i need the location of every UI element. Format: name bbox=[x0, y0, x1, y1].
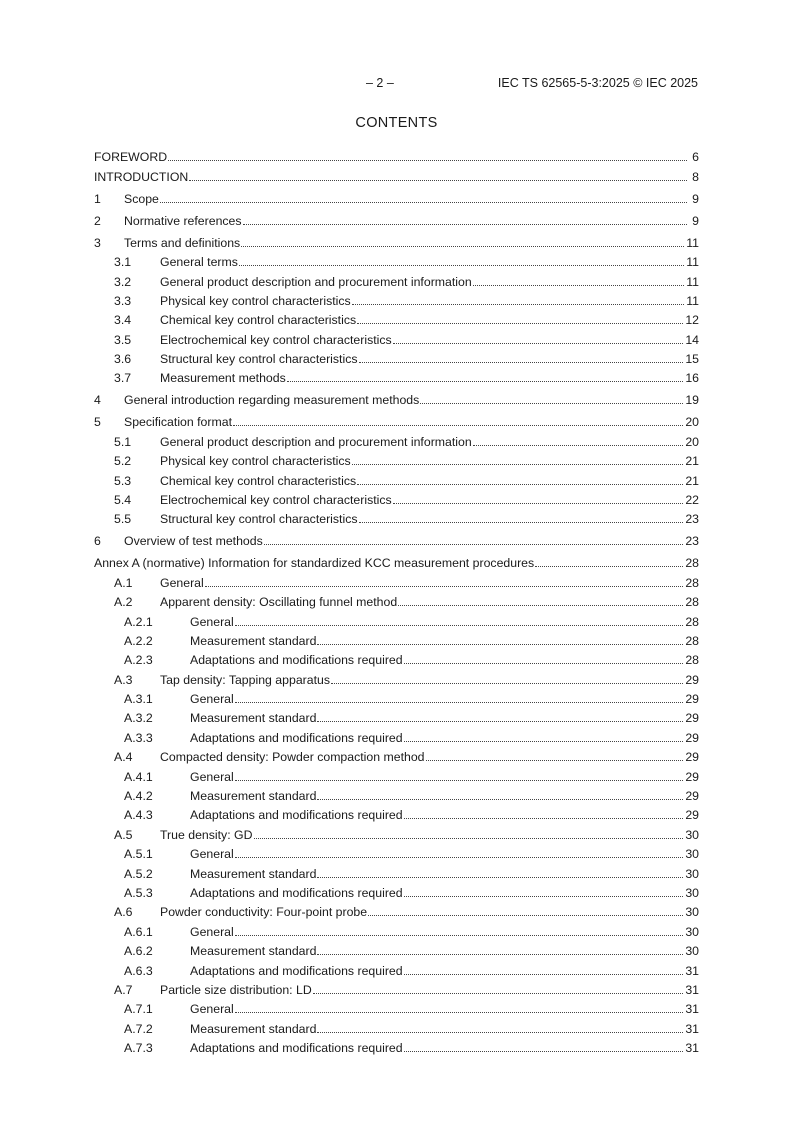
toc-entry[interactable] bbox=[94, 939, 699, 958]
toc-entry[interactable] bbox=[94, 269, 699, 288]
toc-entry-page: 28 bbox=[685, 556, 699, 571]
toc-entry[interactable] bbox=[94, 881, 699, 900]
toc-entry-title: Adaptations and modifications required bbox=[190, 653, 403, 668]
toc-entry-number: A.6.2 bbox=[124, 944, 153, 959]
toc-entry-title: Adaptations and modifications required bbox=[190, 886, 403, 900]
toc-entry[interactable] bbox=[94, 648, 699, 667]
toc-entry-title: Chemical key control characteristics bbox=[160, 313, 357, 328]
toc-entry-page: 28 bbox=[685, 633, 699, 648]
dot-leader bbox=[420, 403, 683, 404]
toc-entry[interactable] bbox=[94, 468, 699, 487]
toc-entry-title: General bbox=[190, 769, 234, 784]
dot-leader bbox=[404, 663, 684, 664]
toc-entry-page: 28 bbox=[685, 614, 699, 629]
toc-entry-page: 11 bbox=[686, 274, 699, 289]
toc-entry-page: 30 bbox=[685, 886, 699, 900]
toc-entry-page: 21 bbox=[685, 454, 699, 469]
toc-entry-title: Measurement standard bbox=[190, 633, 317, 648]
dot-leader bbox=[264, 544, 684, 545]
dot-leader bbox=[357, 323, 683, 324]
dot-leader bbox=[473, 445, 684, 446]
toc-entry-title: Electrochemical key control characteristics bbox=[160, 332, 392, 347]
toc-entry-page: 23 bbox=[685, 534, 699, 549]
dot-leader bbox=[357, 484, 683, 485]
dot-leader bbox=[398, 605, 683, 606]
toc-entry-title: Overview of test methods bbox=[124, 534, 263, 549]
dot-leader bbox=[404, 1051, 684, 1052]
toc-entry-title: General terms bbox=[160, 255, 238, 270]
toc-entry-number: 3.2 bbox=[114, 274, 132, 289]
toc-entry-page: 14 bbox=[685, 332, 699, 347]
toc-entry-title: Specification format bbox=[124, 415, 232, 430]
dot-leader bbox=[205, 586, 684, 587]
toc-entry-number: A.3.1 bbox=[124, 692, 153, 707]
toc-entry-page: 31 bbox=[685, 982, 699, 997]
toc-entry-number: A.5 bbox=[114, 827, 133, 842]
toc-entry-title: INTRODUCTION bbox=[94, 169, 189, 184]
toc-entry[interactable] bbox=[94, 250, 699, 269]
toc-entry-number: A.2.3 bbox=[124, 653, 153, 668]
toc-entry-number: A.7 bbox=[114, 982, 133, 997]
toc-entry[interactable] bbox=[94, 803, 699, 822]
dot-leader bbox=[331, 683, 683, 684]
toc-entry-page: 23 bbox=[685, 512, 699, 527]
toc-entry-page: 20 bbox=[685, 434, 699, 449]
toc-entry-title: Measurement standard bbox=[190, 789, 317, 804]
toc-entry-title: Physical key control characteristics bbox=[160, 293, 351, 308]
toc-entry-title: Adaptations and modifications required bbox=[190, 808, 403, 823]
dot-leader bbox=[535, 566, 683, 567]
toc-entry[interactable] bbox=[94, 764, 699, 783]
toc-entry-title: Tap density: Tapping apparatus bbox=[160, 672, 331, 687]
dot-leader bbox=[168, 160, 687, 161]
toc-entry-page: 30 bbox=[685, 827, 699, 842]
dot-leader bbox=[233, 425, 683, 426]
toc-entry[interactable] bbox=[94, 958, 699, 977]
toc-entry-number: A.5.1 bbox=[124, 847, 153, 862]
toc-entry[interactable] bbox=[94, 725, 699, 744]
toc-entry-number: 1 bbox=[94, 191, 101, 206]
dot-leader bbox=[235, 1012, 684, 1013]
toc-entry[interactable] bbox=[94, 551, 699, 570]
toc-entry-number: A.7.3 bbox=[124, 1041, 153, 1056]
toc-entry-title: Adaptations and modifications required bbox=[190, 1041, 403, 1056]
toc-entry-number: A.3.3 bbox=[124, 730, 153, 745]
toc-entry-page: 9 bbox=[692, 191, 699, 206]
toc-entry-page: 28 bbox=[685, 653, 699, 668]
toc-entry-number: 3 bbox=[94, 235, 101, 250]
toc-entry[interactable] bbox=[94, 449, 699, 468]
toc-entry-page: 6 bbox=[692, 150, 699, 165]
table-of-contents bbox=[94, 145, 699, 1055]
dot-leader bbox=[235, 702, 684, 703]
toc-entry-number: 5.3 bbox=[114, 473, 132, 488]
toc-entry-title: Electrochemical key control characteristics bbox=[160, 493, 392, 507]
dot-leader bbox=[235, 935, 684, 936]
dot-leader bbox=[317, 721, 683, 722]
dot-leader bbox=[368, 915, 683, 916]
toc-entry-page: 29 bbox=[685, 730, 699, 745]
toc-entry-title: Measurement standard bbox=[190, 711, 317, 726]
dot-leader bbox=[393, 503, 684, 504]
toc-entry-page: 31 bbox=[685, 1041, 699, 1056]
page-number: – 2 – bbox=[366, 76, 394, 90]
toc-entry-page: 30 bbox=[685, 944, 699, 959]
dot-leader bbox=[473, 285, 685, 286]
toc-entry[interactable] bbox=[94, 997, 699, 1016]
dot-leader bbox=[359, 522, 684, 523]
toc-entry-number: 3.6 bbox=[114, 352, 132, 367]
dot-leader bbox=[313, 993, 684, 994]
toc-entry-page: 22 bbox=[685, 493, 699, 507]
toc-entry[interactable] bbox=[94, 327, 699, 346]
toc-entry-title: Structural key control characteristics bbox=[160, 352, 358, 367]
dot-leader bbox=[254, 838, 684, 839]
toc-entry[interactable] bbox=[94, 289, 699, 308]
toc-entry[interactable] bbox=[94, 687, 699, 706]
toc-entry-page: 31 bbox=[685, 1002, 699, 1017]
toc-entry-page: 30 bbox=[685, 905, 699, 920]
toc-entry-number: A.4.3 bbox=[124, 808, 153, 823]
toc-entry-page: 28 bbox=[685, 575, 699, 590]
toc-entry[interactable] bbox=[94, 388, 699, 407]
toc-entry[interactable] bbox=[94, 507, 699, 526]
toc-entry[interactable] bbox=[94, 919, 699, 938]
dot-leader bbox=[404, 896, 684, 897]
toc-entry-number: A.2.2 bbox=[124, 633, 153, 648]
dot-leader bbox=[235, 857, 684, 858]
toc-entry-page: 29 bbox=[685, 750, 699, 765]
toc-entry-page: 16 bbox=[685, 371, 699, 386]
dot-leader bbox=[241, 246, 684, 247]
toc-entry-title: Scope bbox=[124, 191, 159, 206]
toc-entry-title: Normative references bbox=[124, 213, 242, 228]
toc-entry-page: 29 bbox=[685, 769, 699, 784]
toc-entry-title: True density: GD bbox=[160, 827, 253, 842]
toc-entry[interactable] bbox=[94, 429, 699, 448]
toc-entry[interactable] bbox=[94, 208, 699, 227]
dot-leader bbox=[352, 464, 684, 465]
toc-entry-number: A.6 bbox=[114, 905, 133, 920]
toc-entry-page: 28 bbox=[685, 595, 699, 610]
toc-entry[interactable] bbox=[94, 842, 699, 861]
toc-entry-number: A.6.3 bbox=[124, 963, 153, 978]
toc-entry-title: Physical key control characteristics bbox=[160, 454, 351, 469]
toc-entry[interactable] bbox=[94, 784, 699, 803]
toc-entry-page: 20 bbox=[685, 415, 699, 430]
toc-entry-page: 30 bbox=[685, 924, 699, 939]
dot-leader bbox=[243, 224, 687, 225]
toc-entry-number: 3.5 bbox=[114, 332, 132, 347]
toc-entry-page: 31 bbox=[685, 1021, 699, 1036]
toc-entry-title: Chemical key control characteristics bbox=[160, 473, 357, 488]
toc-entry-title: Terms and definitions bbox=[124, 235, 241, 250]
page-header bbox=[0, 76, 793, 92]
toc-entry-page: 30 bbox=[685, 847, 699, 862]
toc-entry-title: Adaptations and modifications required bbox=[190, 963, 403, 978]
toc-entry-title: General bbox=[190, 924, 234, 939]
document-id: IEC TS 62565-5-3:2025 © IEC 2025 bbox=[497, 76, 698, 90]
toc-entry-number: A.3.2 bbox=[124, 711, 153, 726]
toc-entry-number: 3.1 bbox=[114, 255, 132, 270]
toc-entry-title: General bbox=[190, 847, 234, 862]
dot-leader bbox=[317, 799, 683, 800]
toc-entry[interactable] bbox=[94, 590, 699, 609]
toc-entry-page: 29 bbox=[685, 789, 699, 804]
toc-entry[interactable] bbox=[94, 822, 699, 841]
toc-entry-page: 8 bbox=[692, 169, 699, 184]
toc-entry-number: A.6.1 bbox=[124, 924, 153, 939]
toc-entry[interactable] bbox=[94, 900, 699, 919]
toc-entry[interactable] bbox=[94, 164, 699, 183]
toc-entry[interactable] bbox=[94, 745, 699, 764]
toc-entry-title: Adaptations and modifications required bbox=[190, 730, 403, 745]
toc-entry[interactable] bbox=[94, 706, 699, 725]
toc-entry-number: 4 bbox=[94, 393, 101, 408]
dot-leader bbox=[317, 877, 683, 878]
dot-leader bbox=[404, 974, 684, 975]
dot-leader bbox=[235, 625, 684, 626]
toc-entry[interactable] bbox=[94, 570, 699, 589]
toc-entry-title: Powder conductivity: Four-point probe bbox=[160, 905, 368, 920]
toc-entry[interactable] bbox=[94, 145, 699, 164]
dot-leader bbox=[404, 818, 684, 819]
toc-entry-number: 6 bbox=[94, 534, 101, 549]
toc-entry-page: 12 bbox=[685, 313, 699, 328]
toc-entry-number: A.2 bbox=[114, 595, 133, 610]
toc-entry[interactable] bbox=[94, 978, 699, 997]
toc-entry-title: Measurement standard bbox=[190, 866, 317, 881]
toc-entry-number: 5 bbox=[94, 415, 101, 430]
dot-leader bbox=[189, 180, 687, 181]
toc-entry-number: A.1 bbox=[114, 575, 133, 590]
toc-entry-page: 30 bbox=[685, 866, 699, 881]
toc-entry-page: 29 bbox=[685, 692, 699, 707]
toc-entry[interactable] bbox=[94, 861, 699, 880]
toc-entry[interactable] bbox=[94, 366, 699, 385]
toc-entry-number: 5.5 bbox=[114, 512, 132, 527]
toc-entry-title: Structural key control characteristics bbox=[160, 512, 358, 527]
toc-entry[interactable] bbox=[94, 609, 699, 628]
toc-entry-number: A.5.3 bbox=[124, 886, 153, 900]
dot-leader bbox=[287, 381, 684, 382]
toc-entry[interactable] bbox=[94, 1016, 699, 1035]
toc-entry-number: A.3 bbox=[114, 672, 133, 687]
dot-leader bbox=[239, 265, 684, 266]
toc-entry-number: A.2.1 bbox=[124, 614, 153, 629]
toc-entry-title: FOREWORD bbox=[94, 150, 168, 165]
toc-entry-title: General product description and procurement information bbox=[160, 274, 472, 289]
toc-entry-number: 3.3 bbox=[114, 293, 132, 308]
toc-entry[interactable] bbox=[94, 1036, 699, 1055]
dot-leader bbox=[359, 362, 684, 363]
toc-entry-number: A.4.2 bbox=[124, 789, 153, 804]
toc-entry[interactable] bbox=[94, 186, 699, 205]
toc-entry-number: 5.2 bbox=[114, 454, 132, 469]
toc-entry-title: General introduction regarding measurement methods bbox=[124, 393, 420, 408]
toc-entry-page: 29 bbox=[685, 711, 699, 726]
toc-entry-title: Apparent density: Oscillating funnel method bbox=[160, 595, 398, 610]
toc-entry-number: A.4.1 bbox=[124, 769, 153, 784]
dot-leader bbox=[317, 954, 683, 955]
page-title: CONTENTS bbox=[355, 115, 438, 131]
dot-leader bbox=[426, 760, 684, 761]
toc-entry-title: Measurement standard bbox=[190, 1021, 317, 1036]
toc-entry-number: 5.4 bbox=[114, 493, 132, 507]
toc-entry-number: 2 bbox=[94, 213, 101, 228]
dot-leader bbox=[317, 1032, 683, 1033]
toc-entry-title: General product description and procurement information bbox=[160, 434, 472, 449]
toc-entry-number: A.7.1 bbox=[124, 1002, 153, 1017]
toc-entry-page: 29 bbox=[685, 672, 699, 687]
toc-entry-number: A.7.2 bbox=[124, 1021, 153, 1036]
toc-entry-page: 15 bbox=[685, 352, 699, 367]
dot-leader bbox=[404, 741, 684, 742]
dot-leader bbox=[160, 202, 687, 203]
dot-leader bbox=[393, 343, 684, 344]
toc-entry-title: General bbox=[190, 614, 234, 629]
toc-entry[interactable] bbox=[94, 230, 699, 249]
toc-entry-page: 21 bbox=[685, 473, 699, 488]
dot-leader bbox=[235, 780, 684, 781]
toc-entry[interactable] bbox=[94, 308, 699, 327]
toc-entry[interactable] bbox=[94, 347, 699, 366]
toc-entry-number: 3.7 bbox=[114, 371, 132, 386]
toc-entry-number: A.5.2 bbox=[124, 866, 153, 881]
toc-entry-page: 11 bbox=[686, 293, 699, 308]
toc-entry-page: 29 bbox=[685, 808, 699, 823]
toc-entry-page: 19 bbox=[685, 393, 699, 408]
toc-entry-number: 3.4 bbox=[114, 313, 132, 328]
toc-entry-title: General bbox=[190, 1002, 234, 1017]
toc-entry-title: General bbox=[190, 692, 234, 707]
toc-entry[interactable] bbox=[94, 529, 699, 548]
toc-entry-page: 31 bbox=[685, 963, 699, 978]
toc-entry-title: Measurement standard bbox=[190, 944, 317, 959]
toc-entry-title: Particle size distribution: LD bbox=[160, 982, 312, 997]
toc-entry-page: 11 bbox=[686, 255, 699, 270]
toc-entry-title: Compacted density: Powder compaction method bbox=[160, 750, 425, 765]
toc-entry[interactable] bbox=[94, 410, 699, 429]
toc-entry-page: 11 bbox=[686, 235, 699, 250]
dot-leader bbox=[352, 304, 685, 305]
toc-entry-number: A.4 bbox=[114, 750, 133, 765]
toc-entry-page: 9 bbox=[692, 213, 699, 228]
toc-entry-title: Annex A (normative) Information for standardized KCC measurement procedures bbox=[94, 556, 535, 571]
toc-entry-title: Measurement methods bbox=[160, 371, 286, 386]
toc-entry[interactable] bbox=[94, 629, 699, 648]
toc-entry[interactable] bbox=[94, 488, 699, 507]
toc-entry-number: 5.1 bbox=[114, 434, 132, 449]
toc-entry[interactable] bbox=[94, 667, 699, 686]
toc-entry-title: General bbox=[160, 575, 204, 590]
dot-leader bbox=[317, 644, 683, 645]
